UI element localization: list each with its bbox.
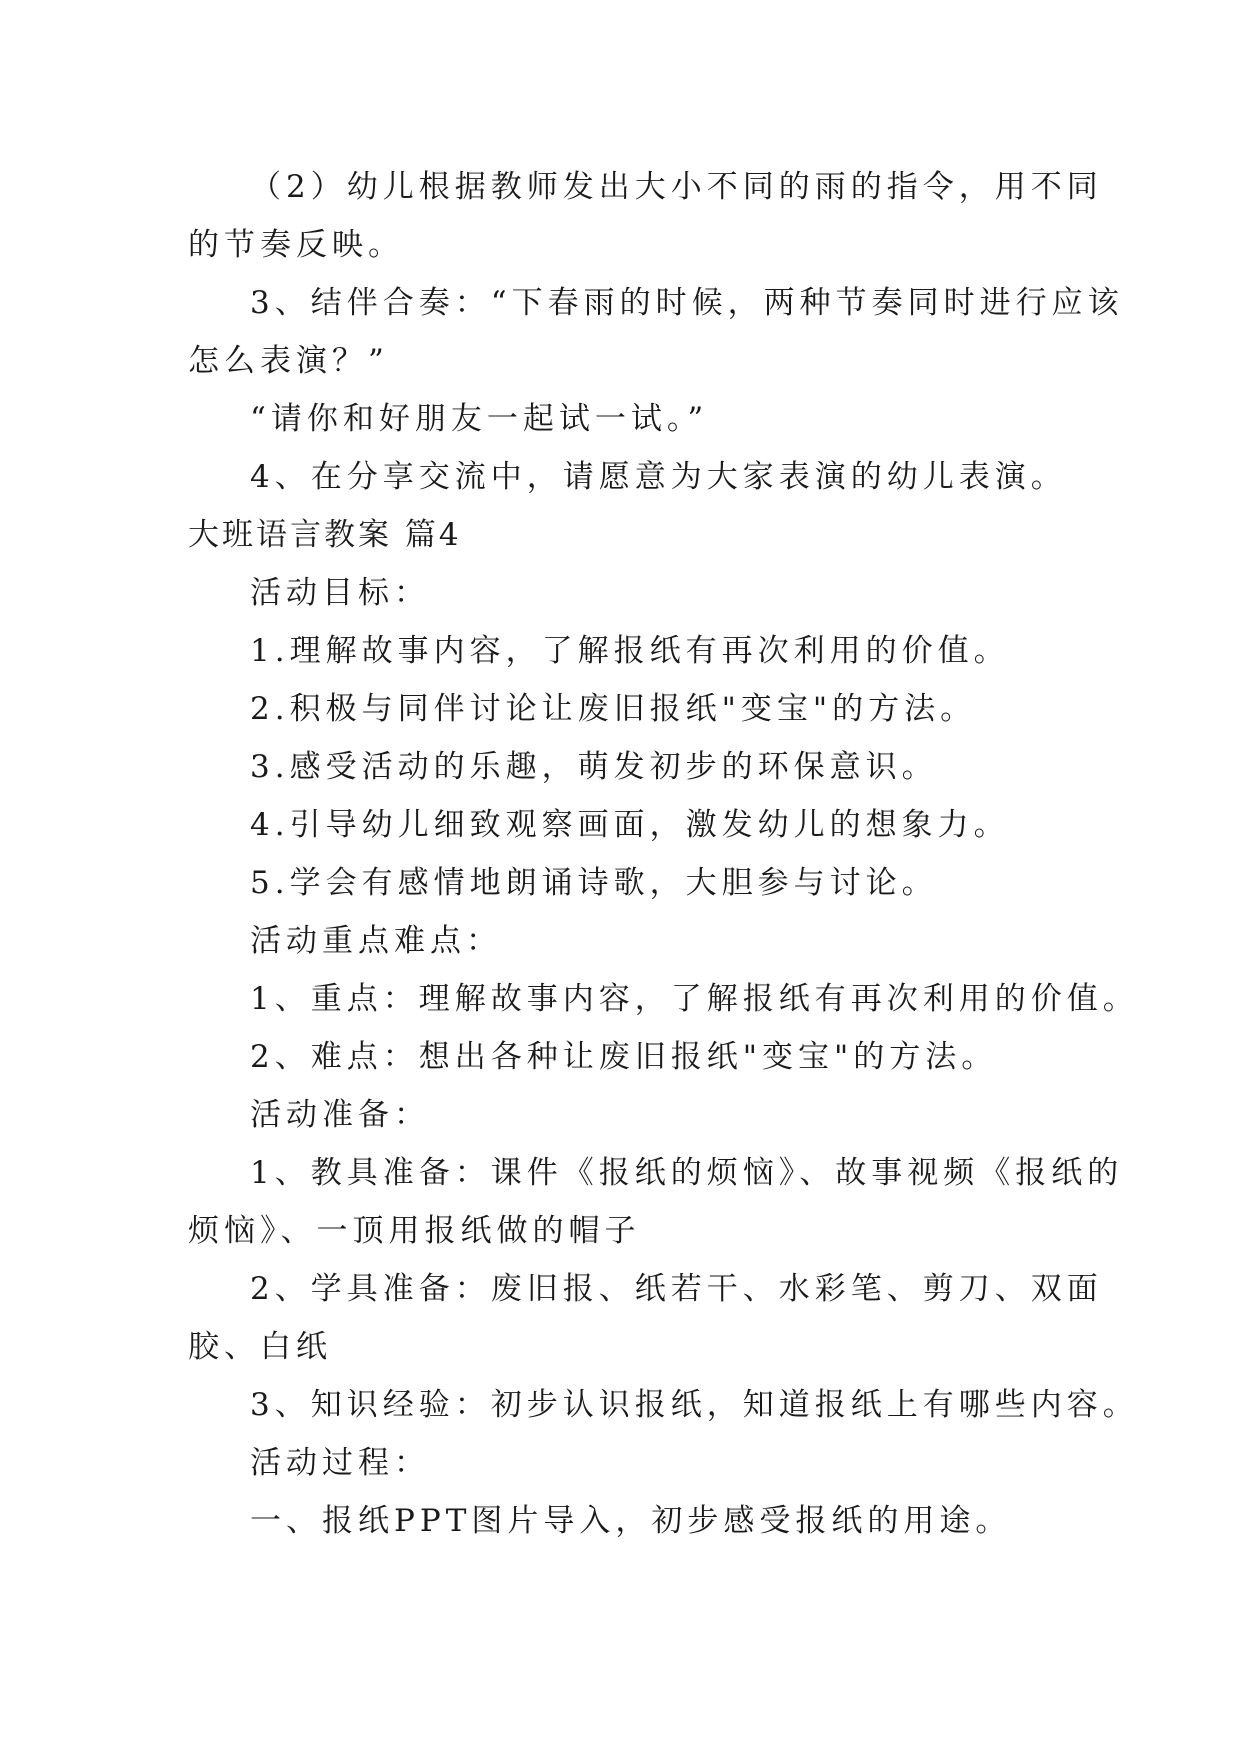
paragraph-line: （2）幼儿根据教师发出大小不同的雨的指令，用不同 xyxy=(250,169,1103,205)
document-page xyxy=(188,158,1139,1550)
paragraph-line: 4、在分享交流中，请愿意为大家表演的幼儿表演。 xyxy=(250,459,1067,495)
paragraph-line: 烦恼》、一顶用报纸做的帽子 xyxy=(188,1213,641,1249)
list-item: 3、知识经验：初步认识报纸，知道报纸上有哪些内容。 xyxy=(250,1387,1139,1423)
subheading-preparation: 活动准备： xyxy=(250,1097,430,1133)
list-item: 1.理解故事内容，了解报纸有再次利用的价值。 xyxy=(250,633,1010,669)
paragraph-line: 的节奏反映。 xyxy=(188,227,404,263)
list-item: 2.积极与同伴讨论让废旧报纸"变宝"的方法。 xyxy=(250,691,977,727)
list-item: 2、学具准备：废旧报、纸若干、水彩笔、剪刀、双面 xyxy=(250,1271,1103,1307)
list-item: 2、难点：想出各种让废旧报纸"变宝"的方法。 xyxy=(250,1039,998,1075)
list-item: 1、重点：理解故事内容，了解报纸有再次利用的价值。 xyxy=(250,981,1139,1017)
section-heading: 大班语言教案 篇4 xyxy=(188,517,462,553)
subheading-key-points: 活动重点难点： xyxy=(250,923,502,959)
paragraph-line: 3、结伴合奏：“下春雨的时候，两种节奏同时进行应该 xyxy=(250,285,1124,321)
list-item: 1、教具准备：课件《报纸的烦恼》、故事视频《报纸的 xyxy=(250,1155,1124,1191)
paragraph-line: 怎么表演？” xyxy=(188,343,389,379)
list-item: 4.引导幼儿细致观察画面，激发幼儿的想象力。 xyxy=(250,807,1010,843)
paragraph-line: “请你和好朋友一起试一试。” xyxy=(250,401,709,437)
list-item: 一、报纸PPT图片导入，初步感受报纸的用途。 xyxy=(250,1503,1012,1539)
subheading-activity-goals: 活动目标： xyxy=(250,575,430,611)
list-item: 3.感受活动的乐趣，萌发初步的环保意识。 xyxy=(250,749,938,785)
subheading-process: 活动过程： xyxy=(250,1445,430,1481)
paragraph-line: 胶、白纸 xyxy=(188,1329,332,1365)
list-item: 5.学会有感情地朗诵诗歌，大胆参与讨论。 xyxy=(250,865,938,901)
